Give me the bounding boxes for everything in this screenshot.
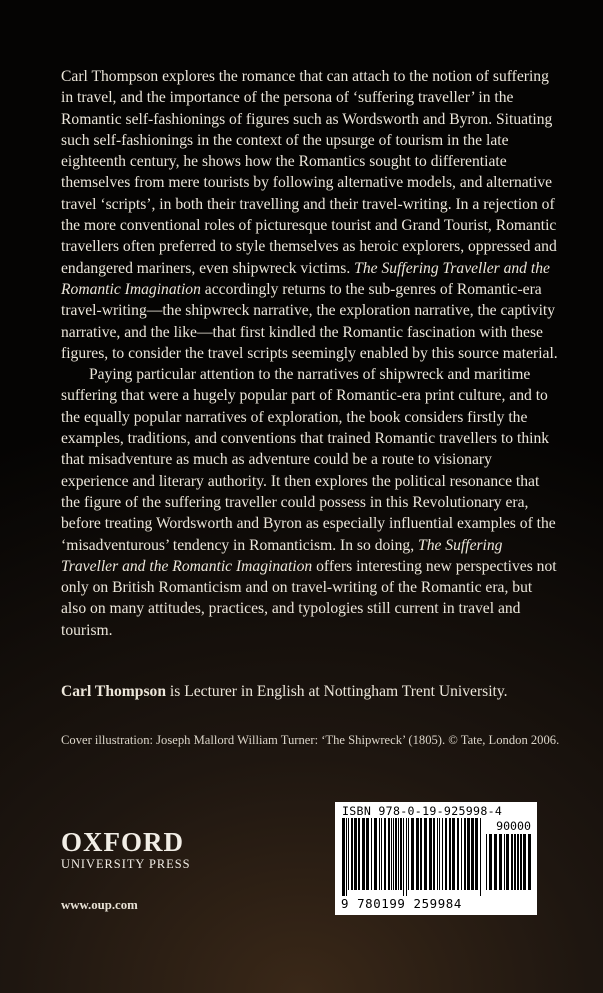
- blurb-paragraph-2: Paying particular attention to the narratives of shipwreck and maritime suffering that were a hugely popular part of Romantic-era print culture, and to the equally popular narratives of exploration, the book considers firstly the examples, traditions, and conventions that trained Romantic travellers to think that misadventure as much as adventure could be a route to visionary experience and literary authority. It then explores the political resonance that the figure of the suffering traveller could possess in this Revolutionary era, before treating Wordsworth and Byron as especially influential examples of the ‘misadventurous’ tendency in Romanticism. In so doing, The Suffering Traveller and the Romantic Imagination offers interesting new perspectives not only on British Romanticism and on travel-writing of the Romantic era, but also on many attitudes, practices, and typologies still current in travel and tourism.: [61, 366, 557, 639]
- publisher-logo: [61, 828, 190, 872]
- isbn-barcode: [335, 802, 537, 915]
- barcode-bar: [429, 818, 432, 890]
- barcode-bar: [403, 818, 404, 896]
- author-name: Carl Thompson: [61, 683, 166, 700]
- barcode-bar: [411, 818, 414, 890]
- barcode-bar: [379, 818, 380, 890]
- barcode-bar: [514, 834, 516, 890]
- barcode-bar: [511, 834, 513, 890]
- barcode-bar: [475, 818, 478, 890]
- barcode-bar: [358, 818, 360, 890]
- barcode-bar: [437, 818, 438, 890]
- publisher-subtitle: UNIVERSITY PRESS: [61, 857, 191, 871]
- barcode-bar: [471, 818, 474, 890]
- barcode-bar: [420, 818, 422, 890]
- barcode-bar: [408, 818, 409, 890]
- barcode-bar: [442, 818, 443, 890]
- blurb-paragraph-1: Carl Thompson explores the romance that can attach to the notion of suffering in travel, and the importance of the persona of ‘suffering traveller’ in the Romantic self-fashionings of figures such as Wordsworth and Byron. Situating such self-fashionings in the context of the upsurge of tourism in the late eighteenth century, he shows how the Romantics sought to differentiate themselves from mere tourists by following alternative models, and alternative travel ‘scripts’, in both their travelling and their travel-writing. In a rejection of the more conventional roles of picturesque tourist and Grand Tourist, Romantic travellers often preferred to style themselves as heroic explorers, oppressed and endangered mariners, even shipwreck victims. The Suffering Traveller and the Romantic Imagination accordingly returns to the sub-genres of Romantic-era travel-writing—the shipwreck narrative, the exploration narrative, the captivity narrative, and the like—that first kindled the Romantic fascination with these figures, to consider the travel scripts seemingly enabled by this source material.: [61, 68, 558, 362]
- barcode-digits: 9 780199 259984: [341, 896, 462, 911]
- barcode-bar: [439, 818, 440, 890]
- barcode-bar: [520, 834, 522, 890]
- barcode-bar: [523, 834, 526, 890]
- barcode-bar: [384, 818, 386, 890]
- publisher-name: OXFORD: [61, 827, 184, 857]
- barcode-bar: [388, 818, 390, 890]
- barcode-bar: [449, 818, 451, 890]
- barcode-bar: [489, 834, 492, 890]
- barcode-bar: [366, 818, 369, 890]
- publisher-url: www.oup.com: [61, 898, 138, 912]
- barcode-bar: [433, 818, 435, 890]
- barcode-bar: [461, 818, 462, 890]
- barcode-bar: [480, 818, 481, 896]
- barcode-bar: [400, 818, 402, 890]
- barcode-bar: [517, 834, 519, 890]
- blurb-text: [61, 66, 561, 641]
- barcode-bar: [393, 818, 394, 890]
- price-addon: 90000: [496, 819, 531, 833]
- barcode-bar: [398, 818, 399, 890]
- barcode-bar: [467, 818, 470, 890]
- barcode-bar: [406, 818, 407, 896]
- barcode-bar: [354, 818, 357, 890]
- barcode-bar: [457, 818, 459, 890]
- barcode-bar: [445, 818, 447, 890]
- book-title: The Suffering Traveller and the Romantic Imagination: [61, 259, 550, 298]
- barcode-bar: [362, 818, 365, 890]
- barcode-bar: [348, 818, 349, 890]
- author-bio: Carl Thompson is Lecturer in English at Nottingham Trent University.: [61, 683, 508, 700]
- barcode-bar: [499, 834, 502, 890]
- barcode-bar: [504, 834, 505, 890]
- barcode-bar: [464, 818, 466, 890]
- barcode-bar: [494, 834, 497, 890]
- barcode-bar: [346, 818, 347, 896]
- barcode-bar: [395, 818, 397, 890]
- barcode-bar: [506, 834, 509, 890]
- barcode-bar: [486, 834, 487, 890]
- barcode-bar: [416, 818, 419, 890]
- barcode-bar: [391, 818, 392, 890]
- barcode-bar: [342, 818, 345, 896]
- addon-barcode-bars: [485, 834, 531, 896]
- barcode-bar: [528, 834, 531, 890]
- barcode-bar: [424, 818, 427, 890]
- isbn-label: ISBN 978-0-19-925998-4: [342, 804, 503, 818]
- barcode-bar: [371, 818, 372, 890]
- barcode-bars: [341, 818, 483, 896]
- barcode-bar: [374, 818, 377, 890]
- book-title: The Suffering Traveller and the Romantic Imagination: [61, 536, 503, 575]
- barcode-bar: [452, 818, 455, 890]
- cover-credit: Cover illustration: Joseph Mallord William Turner: ‘The Shipwreck’ (1805). © Tate, London 2006.: [61, 733, 560, 747]
- barcode-bar: [381, 818, 382, 890]
- barcode-bar: [351, 818, 353, 890]
